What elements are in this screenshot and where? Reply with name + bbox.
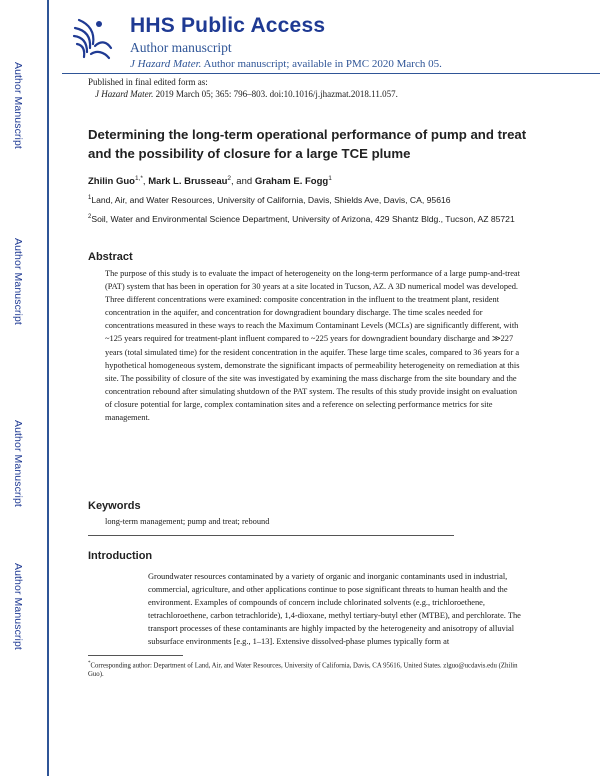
introduction-text: Groundwater resources contaminated by a variety of organic and inorganic contaminants used in industrial, commercial, agriculture, and other applications continue to pose significant threats to human health and the environment. Examples of compounds of concern include chlorinated solvents (e.g., trichloroethene, tetrachloroethene, carbon tetrachloride), 1,4-dioxane, methyl tertiary-butyl ether (MTBE), and perchlorate. The transport processes of these contaminants are highly impacted by the heterogeneity and anisotropy of alluvial subsurface environments [e.g., 1–13]. Extensive dissolved-phase plumes typically form at bbox=[148, 572, 521, 647]
published-note: Published in final edited form as: bbox=[88, 77, 208, 87]
header-rule bbox=[62, 73, 600, 74]
sidebar bbox=[0, 0, 62, 776]
introduction-heading: Introduction bbox=[88, 550, 153, 562]
paper-title: Determining the long-term operational performance of pump and treat and the possibility of closure for a large TCE plume bbox=[88, 127, 527, 161]
author-name: Zhilin Guo bbox=[88, 176, 135, 188]
header-citation bbox=[130, 58, 442, 70]
publication-journal: J Hazard Mater. bbox=[95, 89, 154, 99]
header-availability: Author manuscript; available in PMC 2020 March 05. bbox=[201, 58, 442, 70]
author-manuscript-label: Author Manuscript bbox=[12, 238, 24, 325]
author-list: Zhilin Guo$^{1,*}$, Mark L. Brusseau$^2$, and Graham E. Fogg$^1$ bbox=[88, 175, 332, 188]
author-name: Mark L. Brusseau bbox=[148, 176, 228, 188]
author-manuscript-label: Author Manuscript bbox=[12, 62, 24, 149]
hhs-public-access-title: HHS Public Access bbox=[130, 14, 326, 37]
hhs-eagle-logo-icon bbox=[71, 14, 115, 64]
sidebar-rule bbox=[47, 0, 49, 776]
author-name: Graham E. Fogg bbox=[254, 176, 329, 188]
abstract-text: The purpose of this study is to evaluate the impact of heterogeneity on the long-term performance of a large pump-and-treat (PAT) system that has been in operation for 30 years at a site located in Tucson, AZ. A 3D numerical model was developed. Three different concentrations were examined: composite concentration in the influent to the treatment plant, resident concentration in the aquifer, and concentration for downgradient boundary discharge. The time scales needed for concentrations measured in these ways to reach the Maximum Contaminant Levels (MCLs) are significantly different, with ~125 years required for treatment-plant influent compared to ~225 years for downgradient boundary discharge and ≫227 years (total simulated time) for the resident concentration in the aquifer. These large time scales, compared to 36 years for a hypothetical homogeneous system, demonstrate the significant impacts of permeability heterogeneity on remediation at this site. The possibility of closure of the site was investigated by examining the mass discharge from the site boundary and the concentration rebound after simulating shutdown of the PAT system. The results of this study provide insight on evaluation of closure potential for large, complex contamination sites and a reference on selecting performance metrics for site management. bbox=[105, 269, 520, 423]
author-manuscript-subtitle: Author manuscript bbox=[130, 40, 232, 55]
publication-citation bbox=[95, 89, 398, 99]
affiliation: $^2$Soil, Water and Environmental Science Department, University of Arizona, 429 Shantz Bldg., Tucson, AZ 85721 bbox=[88, 213, 515, 224]
publication-details: 2019 March 05; 365: 796–803. doi:10.1016/j.jhazmat.2018.11.057. bbox=[153, 89, 398, 99]
footnote: *Corresponding author: Department of Land, Air, and Water Resources, University of California, Davis, CA 95616, United States. zlguo@ucdavis.edu (Zhilin Guo). bbox=[88, 661, 518, 679]
header-journal: J Hazard Mater. bbox=[130, 58, 202, 70]
author-sup: 1,* bbox=[134, 175, 143, 182]
keywords-heading: Keywords bbox=[88, 500, 141, 512]
author-sup: 2 bbox=[227, 175, 232, 182]
keywords-rule bbox=[88, 535, 454, 536]
affiliation: $^1$Land, Air, and Water Resources, University of California, Davis, Shields Ave, Davis, CA, 95616 bbox=[88, 194, 451, 205]
author-manuscript-label: Author Manuscript bbox=[12, 420, 24, 507]
keywords-text: long-term management; pump and treat; rebound bbox=[105, 517, 270, 526]
abstract-heading: Abstract bbox=[88, 251, 133, 263]
author-sup: 1 bbox=[328, 175, 332, 182]
footnote-rule bbox=[88, 655, 183, 656]
author-manuscript-label: Author Manuscript bbox=[12, 563, 24, 650]
